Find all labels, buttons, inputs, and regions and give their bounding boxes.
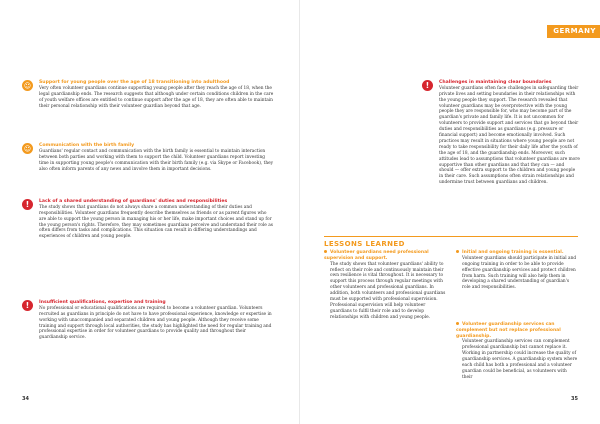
item-body: No professional or educational qualifications are required to become a volunteer guardian. Volunteers recruited as guardians in principle do not have to have professional experience, knowledge or expertise in working with unaccompanied and separated children and young people. Although they receive some training and support through local authorities, the study has highlighted the need for regular training and professional expertise in order for volunteer guardians to provide quality and throughout their guardianship service.: [39, 305, 272, 341]
lesson-body: The study shows that volunteer guardians' ability to reflect on their role and continuously maintain their own resilience is vital throughout. It is necessary to support this process through regular meetings with other volunteers and professional guardians. In addition, both volunteers and professional guardians must be supported with professional supervision. Professional supervision will help volunteer guardians to fulfil their role and to develop relationships with children and young people.: [330, 261, 446, 320]
lesson-body: Volunteer guardianship services can complement professional guardianship but cannot replace it. Working in partnership could increase the quality of guardianship services. A guardianship system where each child has both a professional and a volunteer guardian could be beneficial, as volunteers with their: [462, 339, 578, 380]
item-birth-family: [22, 143, 274, 172]
lesson-title: Volunteer guardianship services can complement but not replace professional guardianship.: [456, 322, 561, 339]
lesson-training: [456, 250, 578, 291]
item-support-transition: [22, 80, 274, 109]
smile-icon: ☺: [23, 81, 32, 90]
item-title: Support for young people over the age of 18 transitioning into adulthood: [39, 80, 230, 85]
lesson-body: Volunteer guardians should participate in initial and ongoing training in order to be able to provide effective guardianship services and protect children from harm. Such training will also help them in developing a shared understanding of guardian's role and responsibilities.: [462, 255, 577, 291]
item-body: The study shows that guardians do not always share a common understanding of their duties and responsibilities. Volunteer guardians frequently describe themselves as friends or as parent figures who are able to support the young person in managing his or her life, make important choices and stand up for the young person's rights. Therefore, they may sometimes guardians perceive and understand their role as often differs from tasks and complications. This situation can result in differing understandings and experiences of children and young people.: [39, 204, 273, 240]
country-label: GERMANY: [553, 27, 596, 35]
lesson-title: Initial and ongoing training is essential.: [456, 250, 578, 256]
country-banner: [547, 25, 600, 38]
item-title: Lack of a shared understanding of guardians' duties and responsibilities: [39, 199, 228, 204]
alert-icon: !: [22, 300, 33, 311]
page-number-right: 35: [571, 396, 578, 402]
alert-icon: !: [422, 80, 433, 91]
alert-icon: !: [22, 199, 33, 210]
item-boundaries: [422, 80, 580, 186]
lesson-title: Volunteer guardians need professional supervision and support.: [324, 250, 429, 261]
bullet-icon: [456, 250, 459, 253]
item-shared-understanding: [22, 199, 274, 240]
item-title: Communication with the birth family: [39, 143, 135, 148]
item-title: Challenges in maintaining clear boundaries: [439, 80, 552, 85]
page-number-left: 34: [22, 396, 29, 402]
item-title: Insufficient qualifications, expertise and training: [39, 300, 166, 305]
smile-icon: ☺: [23, 144, 32, 153]
bullet-icon: [324, 250, 327, 253]
lesson-complement: [456, 322, 578, 381]
lesson-supervision: [324, 250, 446, 321]
item-qualifications: [22, 300, 274, 341]
bullet-icon: [456, 322, 459, 325]
item-body: Very often volunteer guardians continue supporting young people after they reach the age of 18, when the legal guardianship ends. The research suggests that although under certain conditions children in the care of youth welfare offices are entitled to continue support after the age of 18, they are often able to maintain their personal relationship with their volunteer guardian beyond that age.: [39, 85, 274, 109]
lessons-divider: [324, 236, 578, 237]
item-body: Guardians' regular contact and communication with the birth family is essential to maintain interaction between both parties and working with them to support the child. Volunteer guardians report investing time in supporting young people's communication with their birth family (e.g. via Skype or Facebook), they also often inform parents of any news and involve them in important decisions.: [39, 148, 274, 172]
item-body: Volunteer guardians often face challenges in safeguarding their private lives and setting boundaries in their relationships with the young people they support. The research revealed that volunteer guardians may be overprotective with the young people they are responsible for, who may become part of the guardian's private and family life. It is not uncommon for volunteers to provide support and services that go beyond their duties and responsibilities as guardians (e.g. pressure or financial support) and become emotionally involved. Such practices may result in situations where young people are not ready to take responsibility for their daily life after the youth of the age of 18, and the guardianship ends. Moreover, such attitudes lead to assumptions that volunteer guardians are more supportive than other guardians and that they can — and should — offer extra support to the children and young people in their care. Such assumptions often strain relationships and undermine trust between guardians and children.: [439, 85, 580, 186]
right-page: [300, 0, 600, 424]
lessons-learned-heading: LESSONS LEARNED: [324, 240, 405, 248]
